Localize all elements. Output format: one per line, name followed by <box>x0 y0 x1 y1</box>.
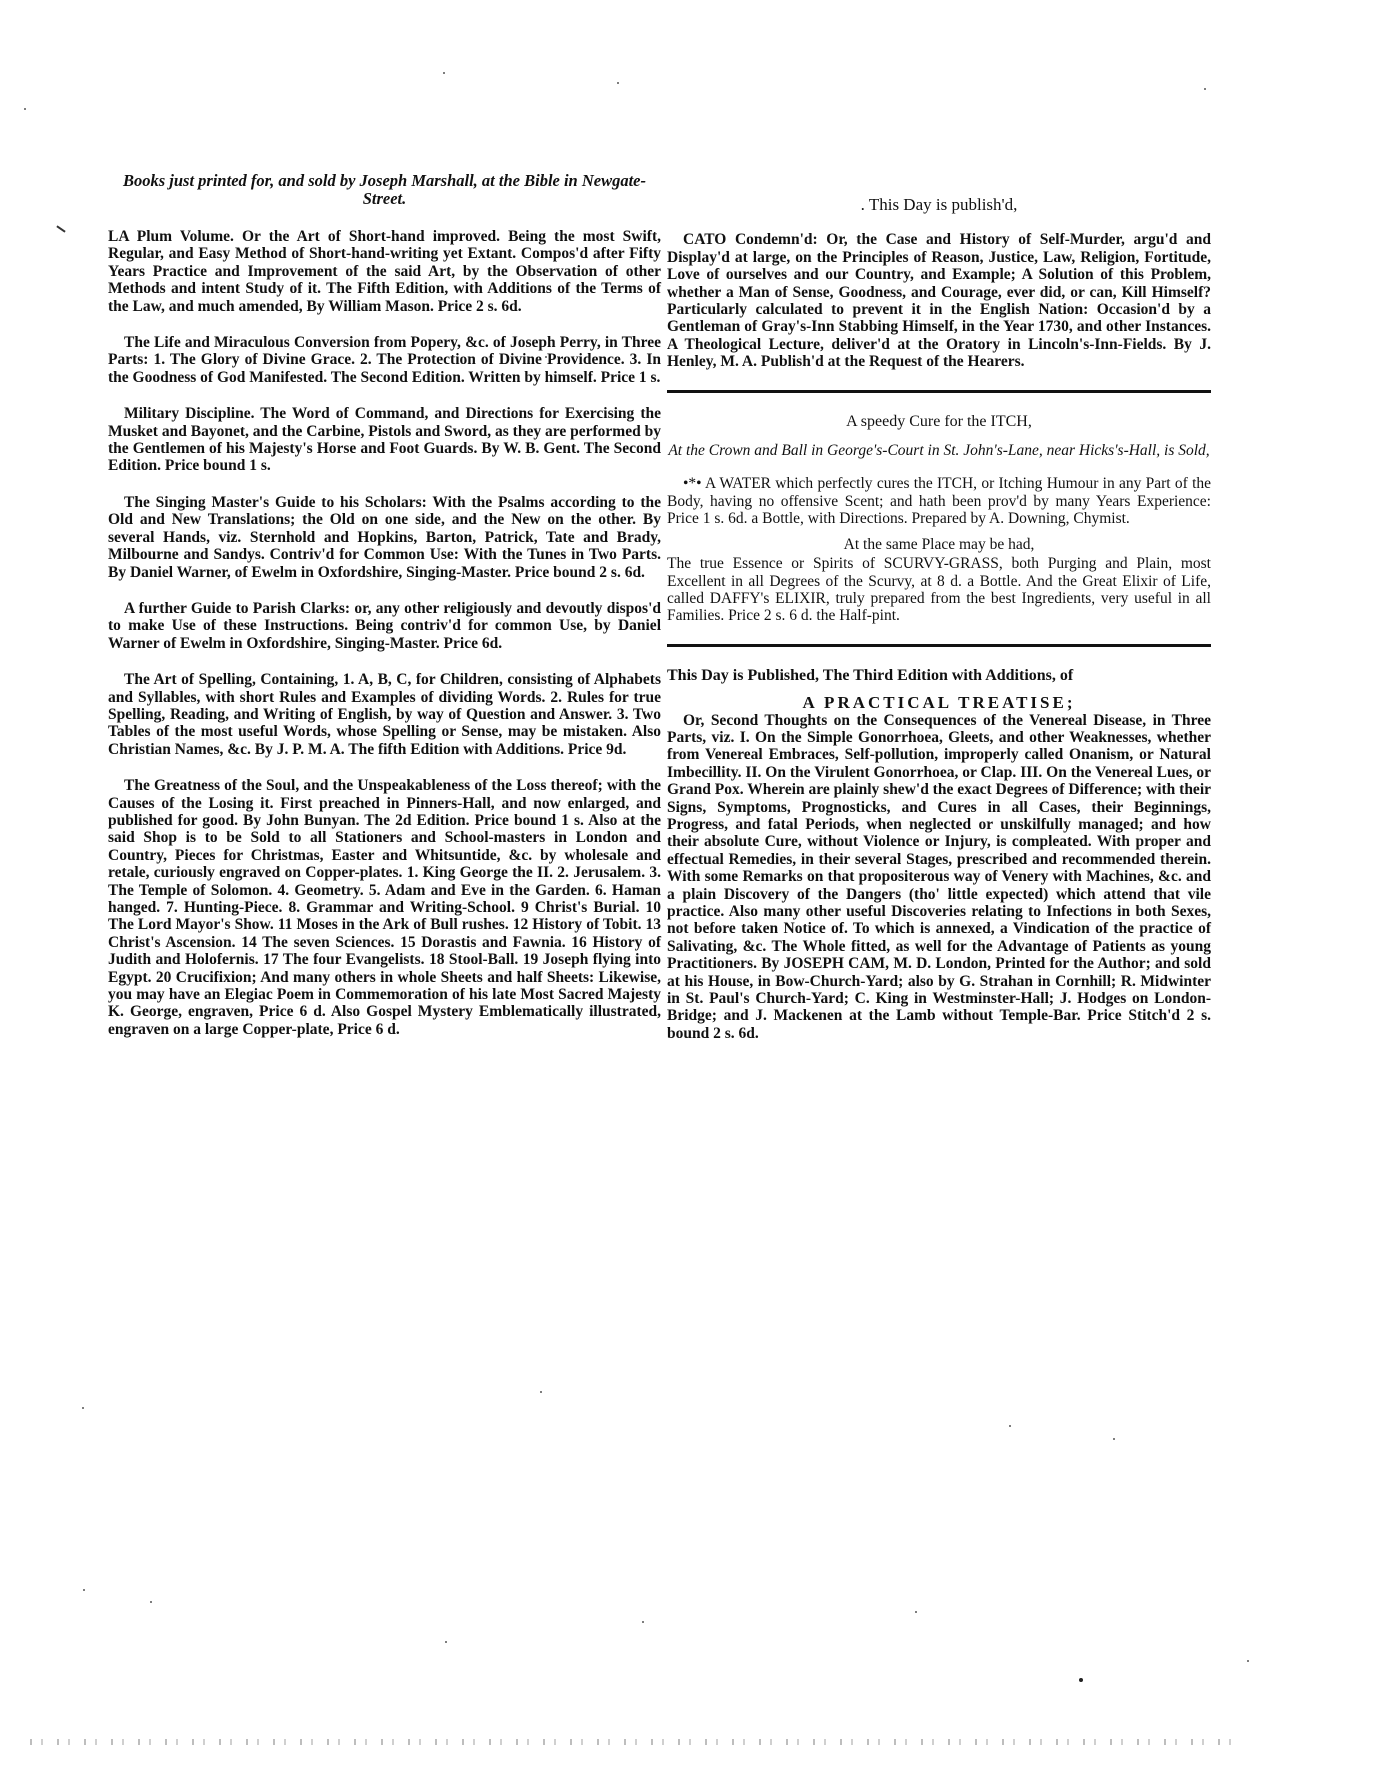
scan-speck <box>1204 88 1206 90</box>
scan-speck <box>443 72 445 74</box>
scan-speck <box>1009 1425 1011 1427</box>
column-rule <box>667 644 1211 647</box>
scan-speck <box>83 1589 85 1591</box>
notice-itch-title: A speedy Cure for the ITCH, <box>846 412 1032 430</box>
book-advert-art-of-spelling: The Art of Spelling, Containing, 1. A, B, C, for Children, consisting of Alphabets and Syllables, with short Rules and Examples of dividing Words. 2. Rules for true Spelling, Reading, and Writing of English, by way of Question and Answer. 3. Two Tables of the most useful Words, whose Spelling or Sense, may be mistaken. Also Christian Names, &c. By J. P. M. A. The fifth Edition with Additions. Price 9d. <box>108 671 661 758</box>
notice-itch-location: At the Crown and Ball in George's-Court in St. John's-Lane, near Hicks's-Hall, is Sold, <box>668 442 1210 460</box>
book-advert-singing-master: The Singing Master's Guide to his Scholars: With the Psalms according to the Old and New Translations; the Old on one side, and the New on the other. By several Hands, viz. Sternhold and Hopkins, Barton, Patrick, Tate and Brady, Milbourne and Sandys. Contriv'd for Common Use: With the Tunes in Two Parts. By Daniel Warner, of Ewelm in Oxfordshire, Singing-Master. Price bound 2 s. 6d. <box>108 493 661 581</box>
notice-cato-body: CATO Condemn'd: Or, the Case and History of Self-Murder, argu'd and Display'd at large, on the Principles of Reason, Justice, Law, Religion, Fortitude, Love of ourselves and our Country, and Example; A Solution of this Problem, whether a Man of Sense, Goodness, and Courage, ever did, or can, Kill Himself? Particularly calculated to prevent it in the English Nation: Occasion'd by a Gentleman of Gray's-Inn Stabbing Himself, in the Year 1730, and other Instances. A Theological Lecture, deliver'd at the Oratory in Lincoln's-Inn-Fields. By J. Henley, M. A. Publish'd at the Request of the Hearers. <box>667 231 1211 371</box>
scan-speck <box>617 82 619 84</box>
book-advert-greatness-of-soul: The Greatness of the Soul, and the Unspeakableness of the Loss thereof; with the Causes of the Losing it. First preached in Pinners-Hall, and now enlarged, and published for good. By John Bunyan. The 2d Edition. Price bound 1 s. Also at the said Shop is to be Sold to all Stationers and School-masters in London and Country, Pieces for Christmas, Easter and Whitsuntide, &c. by wholesale and retale, curiously engraved on Copper-plates. 1. King George the II. 2. Jerusalem. 3. The Temple of Solomon. 4. Geometry. 5. Adam and Eve in the Garden. 6. Haman hanged. 7. Hunting-Piece. 8. Grammar and Writing-School. 9 Christ's Burial. 10 The Lord Mayor's Show. 11 Moses in the Ark of Bull rushes. 12 History of Tobit. 13 Christ's Ascension. 14 The seven Sciences. 15 Dorastis and Fawnia. 16 History of Judith and Holofernis. 17 The four Evangelists. 18 Stool-Ball. 19 Joseph flying into Egypt. 20 Crucifixion; And many others in whole Sheets and half Sheets: Likewise, you may have an Elegiac Poem in Commemoration of his late Most Sacred Majesty K. George, engraven, Price 6 d. Also Gospel Mystery Emblematically illustrated, engraven on a large Copper-plate, Price 6 d. <box>108 777 661 1038</box>
book-advert-military-discipline: Military Discipline. The Word of Command, and Directions for Exercising the Musket and Bayonet, and the Carbine, Pistols and Sword, as they are performed by the Gentlemen of his Majesty's Horse and Foot Guards. By W. B. Gent. The Second Edition. Price bound 1 s. <box>108 405 661 475</box>
scan-speck <box>1113 1438 1115 1440</box>
book-advert-shorthand: LA Plum Volume. Or the Art of Short-hand improved. Being the most Swift, Regular, and Easy Method of Short-hand-writing yet Extant. Compos'd after Fifty Years Practice and Improvement of the said Art, by the Observation of other Methods and intent Study of it. The Fifth Edition, with Additions of the Terms of the Law, and much amended, By William Mason. Price 2 s. 6d. <box>108 228 661 315</box>
scan-speck <box>915 1611 917 1613</box>
scan-speck <box>642 1621 644 1623</box>
notice-treatise-body: Or, Second Thoughts on the Consequences of the Venereal Disease, in Three Parts, viz. I. On the Simple Gonorrhoea, Gleets, and other Weaknesses, whether from Venereal Embraces, Self-pollution, improperly called Onanism, or Natural Imbecillity. II. On the Virulent Gonorrhoea, or Clap. III. On the Venereal Lues, or Grand Pox. Wherein are plainly shew'd the exact Degrees of Difference; with their Signs, Symptoms, Prognosticks, and Cures in all Cases, their Beginnings, Progress, and fatal Periods, when neglected or unskilfully managed; and how their absolute Cure, without Violence or Injury, is compleated. With proper and effectual Remedies, in their several Stages, prescribed and recommended therein. With some Remarks on that propositerous way of Venery with Machines, &c. and a plain Discovery of the Dangers (tho' little expected) which attend that vile practice. Also many other useful Discoveries relating to Infections in both Sexes, not before taken Notice of. To which is annexed, a Vindication of the practice of Salivating, &c. The Whole fitted, as well for the Advantage of Patients as young Practitioners. By JOSEPH CAM, M. D. London, Printed for the Author; and sold at his House, in Bow-Church-Yard; also by G. Strahan in Cornhill; R. Midwinter in St. Paul's Church-Yard; C. King in Westminster-Hall; J. Hodges on London-Bridge; and J. Mackenen at the Lamb without Temple-Bar. Price Stitch'd 2 s. bound 2 s. 6d. <box>667 711 1211 1042</box>
right-column <box>667 196 1211 1061</box>
scan-speck <box>24 108 26 110</box>
notice-treatise-title: A PRACTICAL TREATISE; <box>802 693 1076 713</box>
scan-speck <box>82 1407 84 1409</box>
scan-mark <box>56 225 65 232</box>
book-advert-parish-clarks: A further Guide to Parish Clarks: or, any other religiously and devoutly dispos'd to make Use of these Instructions. Being contriv'd for common Use, by Daniel Warner of Ewelm in Oxfordshire, Singing-Master. Price 6d. <box>108 599 661 652</box>
notice-itch-body: •*• A WATER which perfectly cures the ITCH, or Itching Humour in any Part of the Body, having no offensive Scent; and hath been prov'd by many Years Experience: Price 1 s. 6d. a Bottle, with Directions. Prepared by A. Downing, Chymist. <box>667 475 1211 528</box>
left-column-heading: Books just printed for, and sold by Joseph Marshall, at the Bible in Newgate-Street. <box>122 171 647 208</box>
notice-cato-heading: . This Day is publish'd, <box>860 195 1018 214</box>
book-advert-joseph-perry: The Life and Miraculous Conversion from Popery, &c. of Joseph Perry, in Three Parts: 1. The Glory of Divine Grace. 2. The Protection of Divine Providence. 3. In the Goodness of God Manifested. The Second Edition. Written by himself. Price 1 s. <box>108 334 661 386</box>
notice-itch-also: At the same Place may be had, <box>843 535 1035 553</box>
scan-speck <box>1247 1660 1249 1662</box>
left-column <box>108 172 661 1057</box>
scan-speck <box>150 1601 152 1603</box>
scan-speck <box>1079 1678 1083 1682</box>
scan-speck <box>540 1391 542 1393</box>
column-rule <box>667 390 1211 393</box>
notice-treatise-heading: This Day is Published, The Third Edition with Additions, of <box>667 666 1074 684</box>
notice-itch-extra: The true Essence or Spirits of SCURVY-GRASS, both Purging and Plain, most Excellent in all Degrees of the Scurvy, at 8 d. a Bottle. And the Great Elixir of Life, called DAFFY's ELIXIR, truly prepared from the best Ingredients, very useful in all Families. Price 2 s. 6 d. the Half-pint. <box>667 555 1211 625</box>
scan-noise-band <box>30 1739 1240 1745</box>
scan-speck <box>445 1641 447 1643</box>
